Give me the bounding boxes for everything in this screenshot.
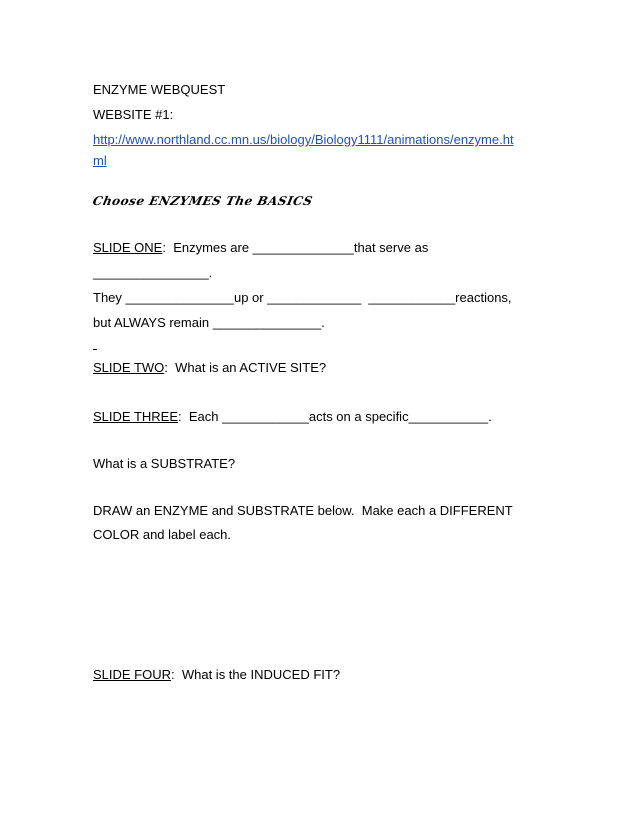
- slide-two-question: : What is an ACTIVE SITE?: [164, 360, 327, 375]
- slide-one-label: SLIDE ONE: [93, 240, 163, 255]
- website-link-line-1[interactable]: http://www.northland.cc.mn.us/biology/Biology1111/animations/enzyme.ht: [93, 132, 514, 147]
- slide-one-line-3: They _______________up or _____________ ____________reactions,: [93, 290, 512, 305]
- document-title: ENZYME WEBQUEST: [93, 82, 226, 97]
- slide-one-line-1: [93, 240, 428, 256]
- slide-one-line-1-text: : Enzymes are ______________that serve as: [162, 240, 429, 255]
- slide-three-label: SLIDE THREE: [93, 409, 179, 424]
- slide-two-label: SLIDE TWO: [93, 360, 165, 375]
- slide-three-line: [93, 409, 492, 425]
- substrate-question: What is a SUBSTRATE?: [93, 456, 236, 471]
- decorative-heading: Choose ENZYMES The BASICS: [91, 194, 314, 208]
- draw-instruction-line-2: COLOR and label each.: [93, 527, 232, 542]
- stray-dash: [93, 349, 97, 350]
- slide-one-line-2: ________________.: [93, 265, 213, 280]
- slide-four-label: SLIDE FOUR: [93, 667, 172, 682]
- slide-four-line: [93, 667, 340, 683]
- website-label: WEBSITE #1:: [93, 107, 174, 122]
- slide-four-question: : What is the INDUCED FIT?: [171, 667, 341, 682]
- slide-two-line: [93, 360, 326, 376]
- slide-three-text: : Each ____________acts on a specific___________.: [178, 409, 492, 424]
- slide-one-line-4: but ALWAYS remain _______________.: [93, 315, 325, 330]
- draw-instruction-line-1: DRAW an ENZYME and SUBSTRATE below. Make each a DIFFERENT: [93, 503, 513, 518]
- website-link-line-2[interactable]: ml: [93, 153, 107, 168]
